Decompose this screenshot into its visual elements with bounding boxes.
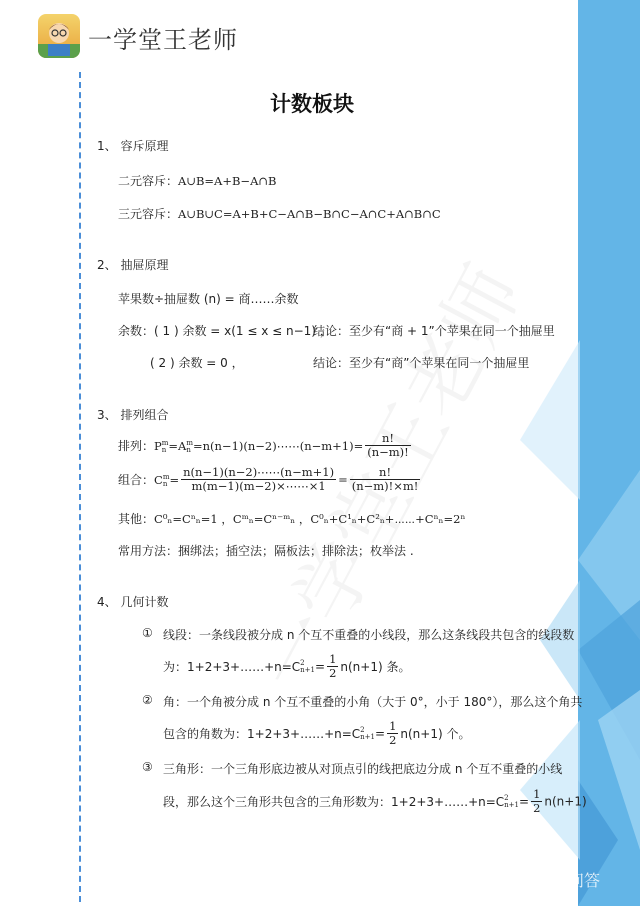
teacher-avatar-icon [38, 14, 80, 58]
i1-half [327, 653, 338, 680]
comb-label: 组合： [118, 473, 155, 488]
i2-pre: 包含的角数为：1+2+3+……+n=C [163, 727, 361, 742]
header-brand: 一学堂王老师 [88, 26, 238, 54]
perm-fraction [365, 432, 411, 459]
comb-symbol: C [154, 472, 163, 487]
comb-fraction-2 [350, 466, 421, 493]
comb-sub: n [162, 479, 168, 488]
i3-sub: n+1 [504, 800, 519, 809]
comb-fraction-1 [181, 466, 336, 493]
i1-sub: n+1 [300, 665, 315, 674]
comb-den-2: (n−m)!×m! [351, 479, 419, 494]
i1-half-den: 2 [329, 666, 337, 681]
s2-line-3-left: ( 2 ) 余数 = 0 ， [150, 356, 244, 370]
s1-line-1-label: 二元容斥： [118, 174, 179, 188]
perm-eq: =A [168, 438, 187, 453]
s4-item-1-line-2: 为：1+2+3+……+n=C 2 n+1 = $\frac{1}{2}$ n(n+1) 条。 [163, 652, 411, 681]
s4-item-1-line-1: 线段：一条线段被分成 n 个互不重叠的小线段，那么这条线段共包含的线段数 [163, 628, 575, 642]
right-decor-band [578, 0, 640, 906]
i2-sub: n+1 [360, 732, 375, 741]
perm-den: (n−m)! [367, 445, 409, 460]
i2-sup: 2 [360, 726, 365, 735]
i1-pre: 为：1+2+3+……+n=C [163, 660, 301, 675]
s4-item-1-mark: ① [142, 626, 153, 640]
section-2-heading: 2、 抽屉原理 [97, 258, 169, 272]
s4-item-3-line-2: 段，那么这个三角形共包含的三角形数为：1+2+3+……+n=C 2 n+1 = $\frac{1}{2}$ n(n+1) [163, 787, 587, 816]
s1-line-2 [118, 205, 441, 222]
section-3-heading: 3、 排列组合 [97, 408, 169, 422]
other-label: 其他： [118, 512, 155, 526]
perm-num: n! [365, 432, 411, 446]
s3-methods: 常用方法：捆绑法；插空法；隔板法；排除法；枚举法 . [118, 544, 414, 558]
s4-item-2-line-2: 包含的角数为：1+2+3+……+n=C 2 n+1 = $\frac{1}{2}$ n(n+1) 个。 [163, 719, 471, 748]
i2-post: n(n+1) 个。 [400, 727, 471, 742]
footer-watermark [510, 868, 600, 891]
page-title: 计数板块 [270, 92, 354, 116]
s3-combination: 组合：C m n = $\frac{n(n-1)(n-2)\cdots\cdots(n-m+1)}{m(m-1)(m-2)\times\cdots\cdots\times 1}$ = $\frac{n!}{(n-m)!\times m!}$ [118, 465, 419, 494]
i3-sup: 2 [504, 794, 509, 803]
margin-dashed-line [79, 72, 81, 902]
s2-line-1: 苹果数÷抽屉数 (n) = 商……余数 [118, 292, 299, 306]
i3-post: n(n+1) [544, 794, 587, 809]
s4-item-3-mark: ③ [142, 760, 153, 774]
i3-half-num: 1 [533, 787, 541, 801]
perm-label: 排列： [118, 439, 155, 454]
comb-den-1: m(m−1)(m−2)×⋯⋯×1 [191, 479, 326, 494]
perm-symbol: P [154, 438, 162, 453]
comb-num-1: n(n−1)(n−2)⋯⋯(n−m+1) [183, 465, 335, 479]
perm-sub: n [161, 445, 167, 454]
perm-expand: =n(n−1)(n−2)⋯⋯(n−m+1)= [193, 438, 364, 453]
s1-line-1 [118, 172, 276, 189]
s4-item-2-mark: ② [142, 693, 153, 707]
i3-half-den: 2 [533, 801, 541, 816]
s2-line-2-left: 余数：( 1 ) 余数 = x(1 ≤ x ≤ n−1) ， [118, 324, 332, 338]
i3-half [531, 788, 542, 815]
s2-line-3-right: 结论：至少有“商”个苹果在同一个抽屉里 [313, 356, 530, 370]
perm-sup: m [161, 439, 169, 448]
i2-half [387, 720, 398, 747]
s4-item-3-line-1: 三角形：一个三角形底边被从对顶点引的线把底边分成 n 个互不重叠的小线 [163, 762, 563, 776]
perm-sup-2: m [186, 439, 193, 448]
i1-post: n(n+1) 条。 [340, 660, 411, 675]
other-formula: C⁰ₙ=Cⁿₙ=1 ，Cᵐₙ=Cⁿ⁻ᵐₙ ，C⁰ₙ+C¹ₙ+C²ₙ+⋯⋯+Cⁿₙ=2ⁿ [154, 512, 466, 526]
s3-permutation [118, 432, 413, 459]
comb-sup: m [162, 473, 170, 482]
footer-watermark-text: 悟空问答 [536, 871, 601, 890]
perm-sub-2: n [186, 445, 191, 454]
i3-pre: 段，那么这个三角形共包含的三角形数为：1+2+3+……+n=C [163, 795, 505, 810]
s2-line-2-right: 结论：至少有“商 + 1”个苹果在同一个抽屉里 [313, 324, 555, 338]
i2-half-num: 1 [389, 719, 397, 733]
s1-line-2-label: 三元容斥： [118, 207, 179, 221]
s1-line-1-formula: A∪B=A+B−A∩B [178, 174, 277, 188]
header-logo [38, 14, 80, 58]
comb-num-2: n! [350, 466, 421, 480]
s3-other [118, 510, 465, 527]
s1-line-2-formula: A∪B∪C=A+B+C−A∩B−B∩C−A∩C+A∩B∩C [178, 207, 441, 221]
i1-half-num: 1 [329, 652, 337, 666]
s4-item-2-line-1: 角：一个角被分成 n 个互不重叠的小角（大于 0°，小于 180°），那么这个角共 [163, 695, 583, 709]
i2-half-den: 2 [389, 733, 397, 748]
section-4-heading: 4、 几何计数 [97, 595, 169, 609]
section-1-heading: 1、 容斥原理 [97, 139, 169, 153]
speech-bubble-icon [510, 873, 532, 891]
i1-sup: 2 [300, 659, 305, 668]
